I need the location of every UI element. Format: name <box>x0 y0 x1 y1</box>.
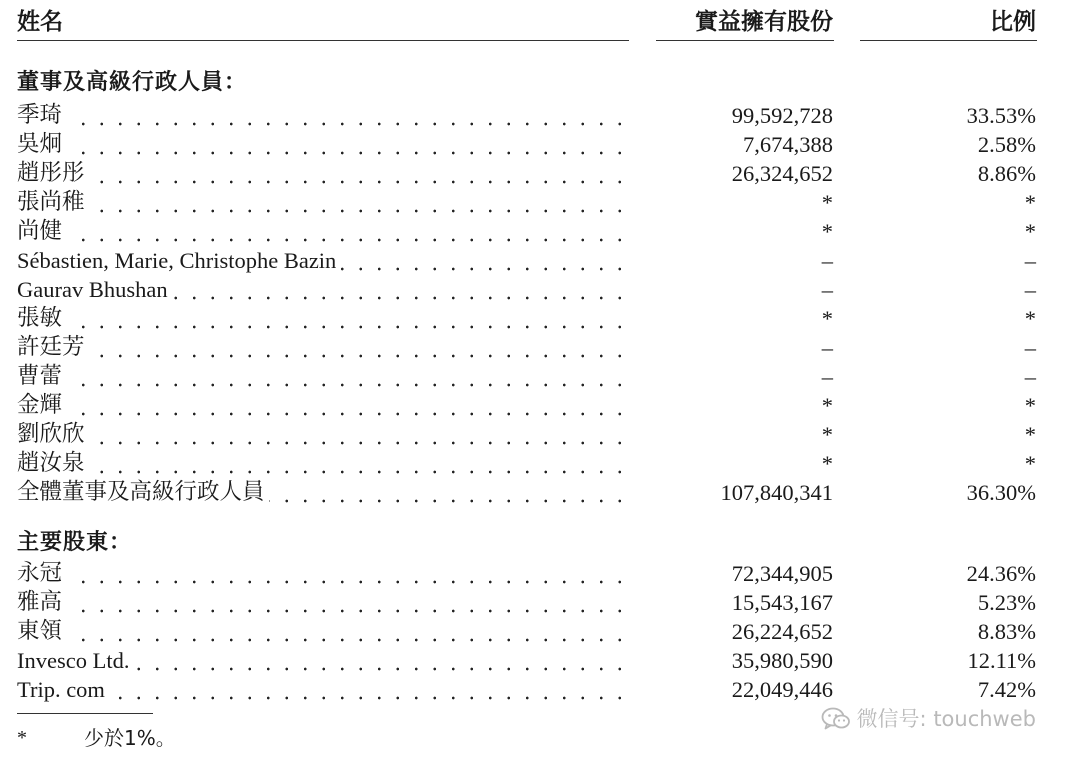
holder-name: 許廷芳 <box>17 334 89 360</box>
watermark <box>821 705 1036 733</box>
table-row <box>0 675 1069 704</box>
holder-name: 永冠 <box>17 560 66 586</box>
holder-name: 雅高 <box>17 589 66 615</box>
ratio-value: * <box>1024 306 1036 331</box>
table-row <box>0 362 1069 391</box>
ratio-value: 2.58% <box>977 132 1036 157</box>
table-row <box>0 101 1069 130</box>
shares-value: * <box>821 422 833 447</box>
table-row <box>0 333 1069 362</box>
header-rule-ratio <box>860 40 1037 41</box>
table-row <box>0 246 1069 275</box>
table-row-total <box>0 478 1069 507</box>
shares-value: 15,543,167 <box>731 590 833 615</box>
shareholders-table <box>0 559 1069 704</box>
table-row <box>0 188 1069 217</box>
ratio-value: * <box>1024 393 1036 418</box>
table-row <box>0 217 1069 246</box>
footnote-text: 少於1%。 <box>84 726 176 750</box>
watermark-text: 微信号: touchweb <box>856 707 1036 731</box>
ratio-value: 33.53% <box>966 103 1036 128</box>
shares-value: * <box>821 451 833 476</box>
holder-name: 尚健 <box>17 218 66 244</box>
holder-name: Gaurav Bhushan <box>17 277 172 302</box>
ratio-value: 8.83% <box>977 619 1036 644</box>
ratio-value: 5.23% <box>977 590 1036 615</box>
ratio-value: 24.36% <box>966 561 1036 586</box>
column-header-shares: 實益擁有股份 <box>695 9 833 35</box>
ratio-value: – <box>1024 248 1036 273</box>
section-title-directors: 董事及高級行政人員： <box>17 70 248 95</box>
shares-value: 7,674,388 <box>743 132 833 157</box>
shares-value: – <box>821 277 833 302</box>
ratio-value: – <box>1024 335 1036 360</box>
holder-name: 趙汝泉 <box>17 450 89 476</box>
ratio-value: 8.86% <box>977 161 1036 186</box>
shares-value: * <box>821 190 833 215</box>
holder-name: 東領 <box>17 618 66 644</box>
shares-value: 107,840,341 <box>720 480 833 505</box>
ratio-value: 12.11% <box>967 648 1036 673</box>
shares-value: 26,224,652 <box>731 619 833 644</box>
table-row <box>0 559 1069 588</box>
shares-value: * <box>821 393 833 418</box>
table-row <box>0 449 1069 478</box>
holder-name: Sébastien, Marie, Christophe Bazin <box>17 248 340 273</box>
shares-value: 26,324,652 <box>731 161 833 186</box>
table-row <box>0 420 1069 449</box>
table-row <box>0 304 1069 333</box>
ratio-value: 36.30% <box>966 480 1036 505</box>
table-row <box>0 588 1069 617</box>
ratio-value: – <box>1024 277 1036 302</box>
table-row <box>0 617 1069 646</box>
table-row <box>0 646 1069 675</box>
ratio-value: * <box>1024 190 1036 215</box>
shares-value: 72,344,905 <box>731 561 833 586</box>
holder-name: 季琦 <box>17 102 66 128</box>
ratio-value: – <box>1024 364 1036 389</box>
shares-value: * <box>821 219 833 244</box>
holder-name: Trip. com <box>17 677 109 702</box>
holder-name: 劉欣欣 <box>17 421 89 447</box>
footnote-mark: * <box>17 727 27 749</box>
shares-value: 22,049,446 <box>731 677 833 702</box>
ratio-value: * <box>1024 422 1036 447</box>
shares-value: * <box>821 306 833 331</box>
shares-value: 35,980,590 <box>731 648 833 673</box>
shares-value: – <box>821 364 833 389</box>
table-row <box>0 159 1069 188</box>
header-rule-name <box>17 40 629 41</box>
ratio-value: * <box>1024 219 1036 244</box>
ratio-value: * <box>1024 451 1036 476</box>
column-header-ratio: 比例 <box>990 9 1036 35</box>
shares-value: 99,592,728 <box>731 103 833 128</box>
table-row <box>0 130 1069 159</box>
table-row <box>0 391 1069 420</box>
holder-name: 趙彤彤 <box>17 160 89 186</box>
table-row <box>0 275 1069 304</box>
wechat-icon <box>821 706 851 732</box>
holder-name: 金輝 <box>17 392 66 418</box>
footnote-rule <box>17 713 153 714</box>
section-title-major-shareholders: 主要股東： <box>17 530 133 555</box>
shares-value: – <box>821 248 833 273</box>
directors-table <box>0 101 1069 507</box>
column-header-name: 姓名 <box>17 9 63 35</box>
header-rule-shares <box>656 40 834 41</box>
holder-name: 張敏 <box>17 305 66 331</box>
holder-name: 吳炯 <box>17 131 66 157</box>
ratio-value: 7.42% <box>977 677 1036 702</box>
holder-name: 全體董事及高級行政人員 <box>17 479 269 505</box>
holder-name: 曹蕾 <box>17 363 66 389</box>
holder-name: Invesco Ltd. <box>17 648 133 673</box>
shares-value: – <box>821 335 833 360</box>
holder-name: 張尚稚 <box>17 189 89 215</box>
